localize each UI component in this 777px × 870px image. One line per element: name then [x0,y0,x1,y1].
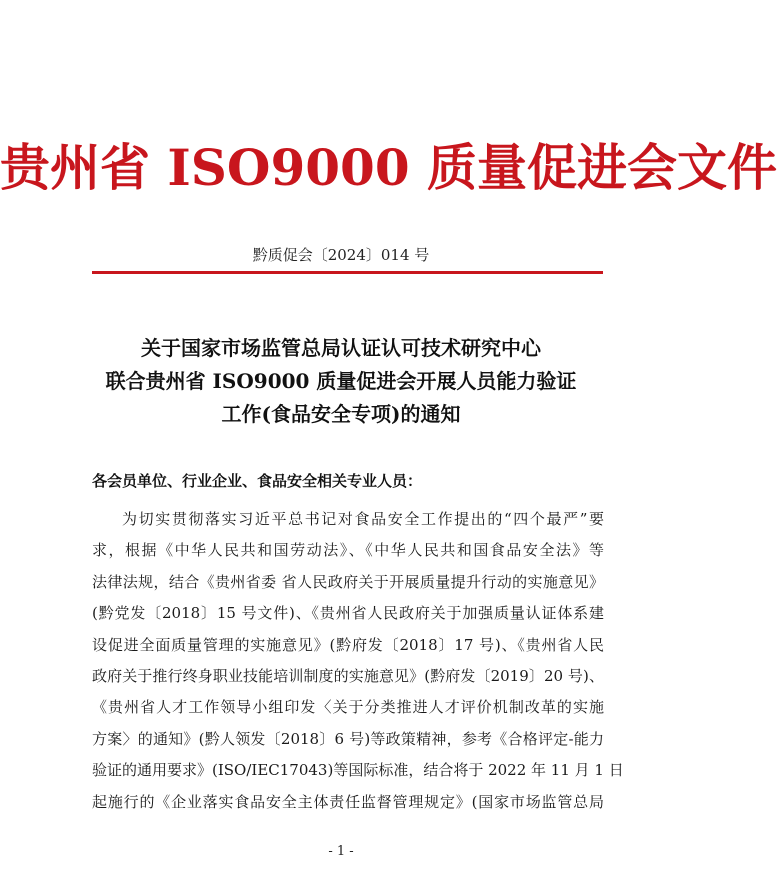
document-header-title: 贵州省 ISO9000 质量促进会文件 [0,138,777,197]
salutation: 各会员单位、行业企业、食品安全相关专业人员： [92,472,423,490]
body-line: 为切实贯彻落实习近平总书记对食品安全工作提出的“四个最严”要 [122,510,604,528]
red-divider-rule [92,271,603,274]
document-number: 黔质促会〔2024〕014 号 [252,246,430,264]
body-line: 政府关于推行终身职业技能培训制度的实施意见》(黔府发〔2019〕20 号)、 [92,666,604,685]
notice-title [0,332,682,431]
body-line: 设促进全面质量管理的实施意见》(黔府发〔2018〕17 号)、《贵州省人民 [92,635,604,654]
body-line: 《贵州省人才工作领导小组印发〈关于分类推进人才评价机制改革的实施 [92,698,604,717]
notice-title-line: 关于国家市场监管总局认证认可技术研究中心 [141,336,541,360]
body-line: 法律法规，结合《贵州省委 省人民政府关于开展质量提升行动的实施意见》 [92,572,604,591]
body-line: 方案〉的通知》(黔人领发〔2018〕6 号)等政策精神，参考《合格评定-能力 [92,729,604,748]
body-line: (黔党发〔2018〕15 号文件)、《贵州省人民政府关于加强质量认证体系建 [92,604,604,623]
body-line: 求，根据《中华人民共和国劳动法》、《中华人民共和国食品安全法》等 [92,541,604,560]
notice-title-line: 工作(食品安全专项)的通知 [221,402,461,426]
page-number: - 1 - [328,844,354,859]
body-line: 起施行的《企业落实食品安全主体责任监督管理规定》(国家市场监管总局 [92,792,604,811]
body-line: 验证的通用要求》(ISO/IEC17043)等国际标准，结合将于 2022 年 11 月 1 日 [92,761,624,780]
notice-title-line: 联合贵州省 ISO9000 质量促进会开展人员能力验证 [105,369,577,393]
body-paragraph [92,504,624,818]
